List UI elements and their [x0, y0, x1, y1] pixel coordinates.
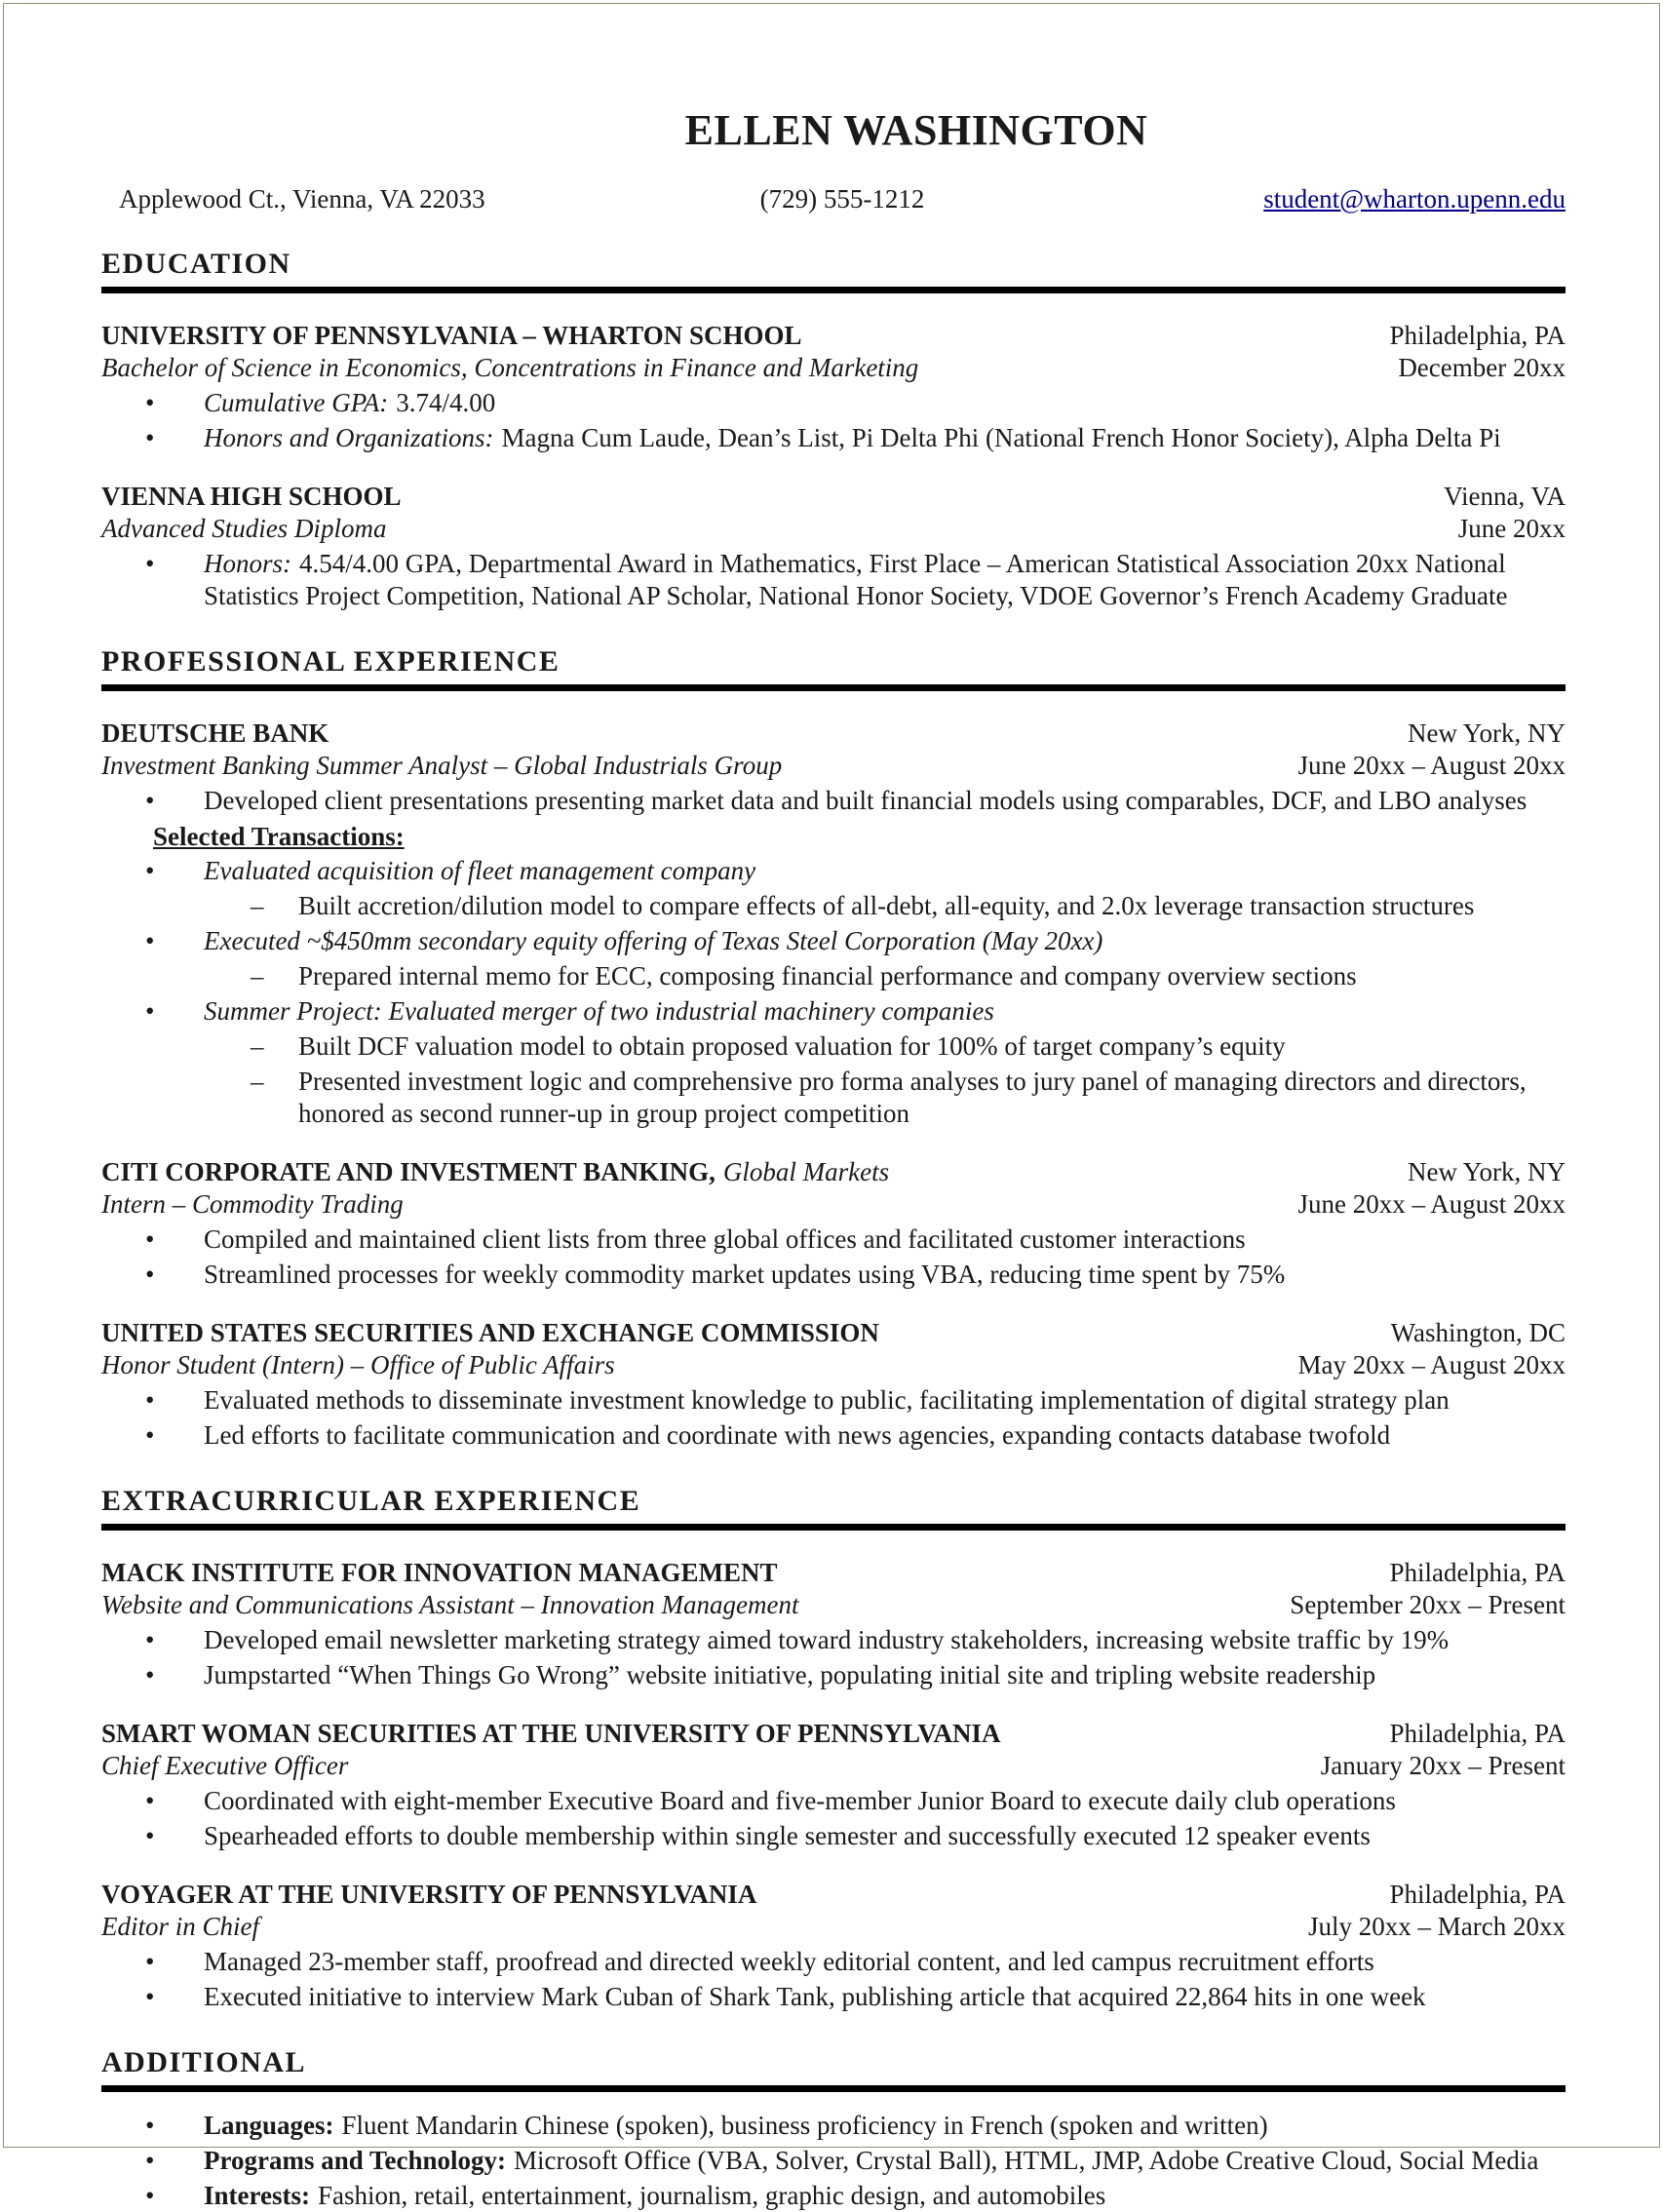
section-rule [101, 287, 1566, 293]
degree: Advanced Studies Diploma [101, 514, 387, 543]
entry-mack-institute [101, 1557, 1566, 1691]
job-bullets [101, 1384, 1566, 1452]
school-location: Vienna, VA [1444, 482, 1566, 511]
org-dates: July 20xx – March 20xx [1308, 1912, 1566, 1941]
transaction-detail: – Presented investment logic and comprehensive pro forma analyses to jury panel of managing directors and directors, honored as second runner-up in group project competition [101, 1066, 1566, 1130]
entry-citi [101, 1156, 1566, 1291]
school-bullets [101, 548, 1566, 612]
job-dates: June 20xx – August 20xx [1297, 751, 1566, 780]
email-link[interactable]: student@wharton.upenn.edu [1263, 184, 1566, 213]
company-name: CITI CORPORATE AND INVESTMENT BANKING, [101, 1157, 715, 1186]
resume-page [3, 3, 1660, 2210]
candidate-name: ELLEN WASHINGTON [684, 106, 1148, 154]
job-title: Honor Student (Intern) – Office of Public Affairs [101, 1350, 615, 1379]
contact-address: Applewood Ct., Vienna, VA 22033 [119, 184, 485, 213]
section-education [101, 248, 1566, 612]
bullet-item: • Compiled and maintained client lists from three global offices and facilitated customer interactions [101, 1223, 1566, 1256]
selected-transactions-heading: Selected Transactions: [153, 822, 405, 851]
entry-voyager [101, 1879, 1566, 2013]
entry-vienna-hs [101, 481, 1566, 612]
bullet-item: • Jumpstarted “When Things Go Wrong” website initiative, populating initial site and tripling website readership [101, 1659, 1566, 1691]
section-rule [101, 1524, 1566, 1531]
school-name: VIENNA HIGH SCHOOL [101, 482, 402, 511]
bullet-item: • Programs and Technology: Microsoft Office (VBA, Solver, Crystal Ball), HTML, JMP, Adobe Creative Cloud, Social Media [101, 2145, 1566, 2177]
section-heading-education: EDUCATION [101, 248, 291, 280]
entry-smart-woman-securities [101, 1718, 1566, 1852]
job-bullets [101, 785, 1566, 817]
bullet-item: • Cumulative GPA: 3.74/4.00 [101, 387, 1566, 419]
bullet-item: • Coordinated with eight-member Executive Board and five-member Junior Board to execute daily club operations [101, 1785, 1566, 1817]
company-division: Global Markets [722, 1157, 890, 1186]
org-dates: January 20xx – Present [1320, 1751, 1566, 1780]
org-bullets [101, 1785, 1566, 1852]
transaction-item: • Evaluated acquisition of fleet management company [101, 855, 1566, 887]
transaction-bullets [101, 855, 1566, 1130]
degree: Bachelor of Science in Economics, Concentrations in Finance and Marketing [101, 353, 919, 382]
transaction-detail: – Built DCF valuation model to obtain proposed valuation for 100% of target company’s equity [101, 1030, 1566, 1063]
entry-upenn [101, 320, 1566, 454]
bullet-item: • Honors: 4.54/4.00 GPA, Departmental Award in Mathematics, First Place – American Statistical Association 20xx National Statistics Project Competition, National AP Scholar, National Honor Society, VDOE Governor’s French Academy Graduate [101, 548, 1566, 612]
transaction-item: • Executed ~$450mm secondary equity offering of Texas Steel Corporation (May 20xx) [101, 925, 1566, 957]
org-bullets [101, 1624, 1566, 1691]
section-additional [101, 2046, 1566, 2212]
company-name: UNITED STATES SECURITIES AND EXCHANGE COMMISSION [101, 1318, 879, 1347]
entry-deutsche-bank [101, 718, 1566, 1130]
bullet-item: • Streamlined processes for weekly commodity market updates using VBA, reducing time spent by 75% [101, 1259, 1566, 1291]
section-rule [101, 684, 1566, 691]
entry-sec [101, 1317, 1566, 1452]
org-role: Chief Executive Officer [101, 1751, 349, 1780]
org-location: Philadelphia, PA [1389, 1558, 1566, 1587]
job-title: Investment Banking Summer Analyst – Global Industrials Group [101, 751, 783, 780]
org-role: Website and Communications Assistant – Innovation Management [101, 1590, 799, 1619]
org-name: MACK INSTITUTE FOR INNOVATION MANAGEMENT [101, 1558, 778, 1587]
bullet-item: • Honors and Organizations: Magna Cum Laude, Dean’s List, Pi Delta Phi (National French Honor Society), Alpha Delta Pi [101, 422, 1566, 454]
additional-bullets [101, 2110, 1566, 2212]
section-professional-experience [101, 645, 1566, 1452]
job-location: Washington, DC [1390, 1318, 1566, 1347]
bullet-item: • Led efforts to facilitate communication and coordinate with news agencies, expanding contacts database twofold [101, 1419, 1566, 1452]
school-date: June 20xx [1457, 514, 1566, 543]
section-heading-professional: PROFESSIONAL EXPERIENCE [101, 645, 561, 678]
transaction-detail: – Prepared internal memo for ECC, composing financial performance and company overview sections [101, 960, 1566, 992]
job-title: Intern – Commodity Trading [101, 1189, 404, 1219]
job-dates: June 20xx – August 20xx [1297, 1189, 1566, 1219]
contact-row [101, 184, 1566, 214]
org-role: Editor in Chief [101, 1912, 259, 1941]
org-bullets [101, 1946, 1566, 2013]
school-name: UNIVERSITY OF PENNSYLVANIA – WHARTON SCHOOL [101, 321, 802, 350]
job-bullets [101, 1223, 1566, 1291]
job-location: New York, NY [1407, 1157, 1566, 1186]
bullet-item: • Interests: Fashion, retail, entertainment, journalism, graphic design, and automobiles [101, 2180, 1566, 2212]
school-date: December 20xx [1398, 353, 1566, 382]
job-dates: May 20xx – August 20xx [1297, 1350, 1566, 1379]
org-dates: September 20xx – Present [1290, 1590, 1566, 1619]
section-heading-additional: ADDITIONAL [101, 2046, 307, 2078]
transaction-detail: – Built accretion/dilution model to compare effects of all-debt, all-equity, and 2.0x leverage transaction structures [101, 890, 1566, 922]
section-rule [101, 2085, 1566, 2092]
bullet-item: • Developed email newsletter marketing strategy aimed toward industry stakeholders, increasing website traffic by 19% [101, 1624, 1566, 1656]
bullet-item: • Executed initiative to interview Mark Cuban of Shark Tank, publishing article that acquired 22,864 hits in one week [101, 1981, 1566, 2013]
company-line [101, 1156, 889, 1188]
job-location: New York, NY [1407, 718, 1566, 748]
org-name: SMART WOMAN SECURITIES AT THE UNIVERSITY OF PENNSYLVANIA [101, 1719, 1001, 1748]
section-heading-extracurricular: EXTRACURRICULAR EXPERIENCE [101, 1485, 641, 1517]
section-extracurricular [101, 1485, 1566, 2013]
bullet-item: • Evaluated methods to disseminate investment knowledge to public, facilitating implementation of digital strategy plan [101, 1384, 1566, 1416]
bullet-item: • Managed 23-member staff, proofread and directed weekly editorial content, and led campus recruitment efforts [101, 1946, 1566, 1978]
contact-phone: (729) 555-1212 [759, 184, 925, 213]
school-location: Philadelphia, PA [1389, 321, 1566, 350]
bullet-item: • Developed client presentations presenting market data and built financial models using comparables, DCF, and LBO analyses [101, 785, 1566, 817]
bullet-item: • Spearheaded efforts to double membership within single semester and successfully executed 12 speaker events [101, 1820, 1566, 1852]
org-name: VOYAGER AT THE UNIVERSITY OF PENNSYLVANIA [101, 1880, 757, 1909]
contact-email [1068, 184, 1566, 214]
company-name: DEUTSCHE BANK [101, 718, 329, 748]
school-bullets [101, 387, 1566, 454]
org-location: Philadelphia, PA [1389, 1880, 1566, 1909]
bullet-item: • Languages: Fluent Mandarin Chinese (spoken), business proficiency in French (spoken and written) [101, 2110, 1566, 2142]
org-location: Philadelphia, PA [1389, 1719, 1566, 1748]
transaction-item: • Summer Project: Evaluated merger of two industrial machinery companies [101, 995, 1566, 1028]
